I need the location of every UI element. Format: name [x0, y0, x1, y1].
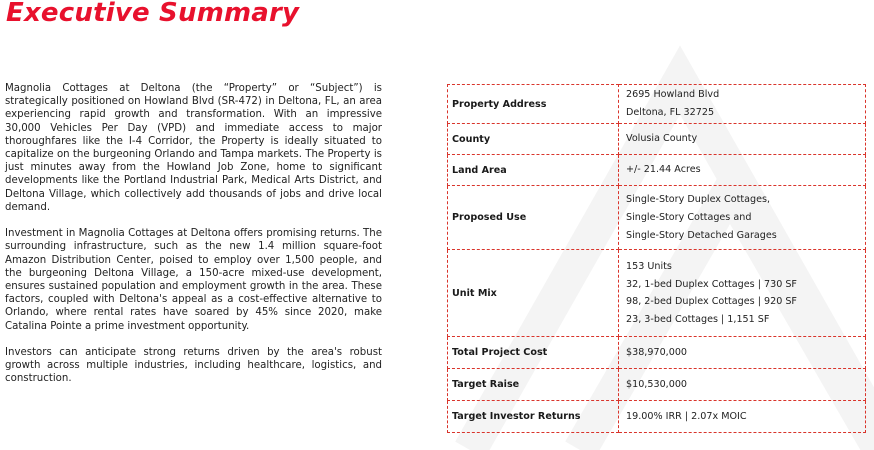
value-line: 23, 3-bed Cottages | 1,151 SF: [626, 313, 770, 325]
table-row-total-project-cost: [448, 337, 866, 369]
value-line: 98, 2-bed Duplex Cottages | 920 SF: [626, 296, 797, 307]
row-label: Land Area: [448, 155, 619, 186]
property-summary-table: [447, 84, 866, 433]
table-row-proposed-use: [448, 186, 866, 250]
value-line: Single-Story Cottages and: [626, 211, 752, 223]
table-row-target-raise: [448, 369, 866, 401]
row-label: Proposed Use: [448, 186, 619, 250]
row-value: [619, 250, 866, 337]
value-line: +/- 21.44 Acres: [626, 164, 701, 175]
paragraph-intro: Magnolia Cottages at Deltona (the “Property” or “Subject”) is strategically positioned on Howland Blvd (SR-472) in Deltona, FL, an area experiencing rapid growth and transformation. With an impressive 30,000 Vehicles Per Day (VPD) and immediate access to major thoroughfares like the I-4 Corridor, the Property is ideally situated to capitalize on the burgeoning Orlando and Tampa markets. The Property is just minutes away from the Howland Job Zone, home to significant developments like the Portland Industrial Park, Medical Arts District, and Deltona Village, which collectively add thousands of jobs and drive local demand.: [5, 83, 382, 213]
row-label: Target Raise: [448, 369, 619, 401]
value-line: 19.00% IRR | 2.07x MOIC: [626, 410, 747, 422]
value-line: 2695 Howland Blvd: [626, 89, 720, 100]
table-row-land-area: [448, 155, 866, 186]
row-label: Target Investor Returns: [448, 401, 619, 433]
table-row-target-investor-returns: [448, 401, 866, 433]
row-value: [619, 369, 866, 401]
row-label: Total Project Cost: [448, 337, 619, 369]
summary-body: [5, 82, 382, 386]
paragraph-returns: Investors can anticipate strong returns driven by the area's robust growth across multiple industries, including healthcare, logistics, and construction.: [5, 347, 382, 385]
row-value: [619, 186, 866, 250]
row-label: Property Address: [448, 85, 619, 124]
page-title: Executive Summary: [6, 0, 300, 28]
value-line: Single-Story Duplex Cottages,: [626, 193, 771, 205]
row-value: [619, 155, 866, 186]
value-line: 32, 1-bed Duplex Cottages | 730 SF: [626, 278, 797, 290]
paragraph-investment: Investment in Magnolia Cottages at Deltona offers promising returns. The surrounding infrastructure, such as the new 1.4 million square-foot Amazon Distribution Center, poised to employ over 1,500 people, and the burgeoning Deltona Village, a 150-acre mixed-use development, ensures sustained population and employment growth in the area. These factors, coupled with Deltona's appeal as a cost-effective alternative to Orlando, where rental rates have soared by 45% since 2020, make Catalina Pointe a prime investment opportunity.: [5, 228, 382, 332]
row-value: [619, 85, 866, 124]
row-label: Unit Mix: [448, 250, 619, 337]
table-row-property-address: [448, 85, 866, 124]
row-value: [619, 124, 866, 155]
value-line: 153 Units: [626, 261, 672, 272]
row-value: [619, 401, 866, 433]
row-value: [619, 337, 866, 369]
table-row-unit-mix: [448, 250, 866, 337]
value-line: Deltona, FL 32725: [626, 107, 715, 118]
value-line: Single-Story Detached Garages: [626, 229, 777, 241]
value-line: $38,970,000: [626, 346, 688, 358]
row-label: County: [448, 124, 619, 155]
value-line: Volusia County: [626, 133, 698, 144]
value-line: $10,530,000: [626, 378, 688, 390]
table-row-county: [448, 124, 866, 155]
